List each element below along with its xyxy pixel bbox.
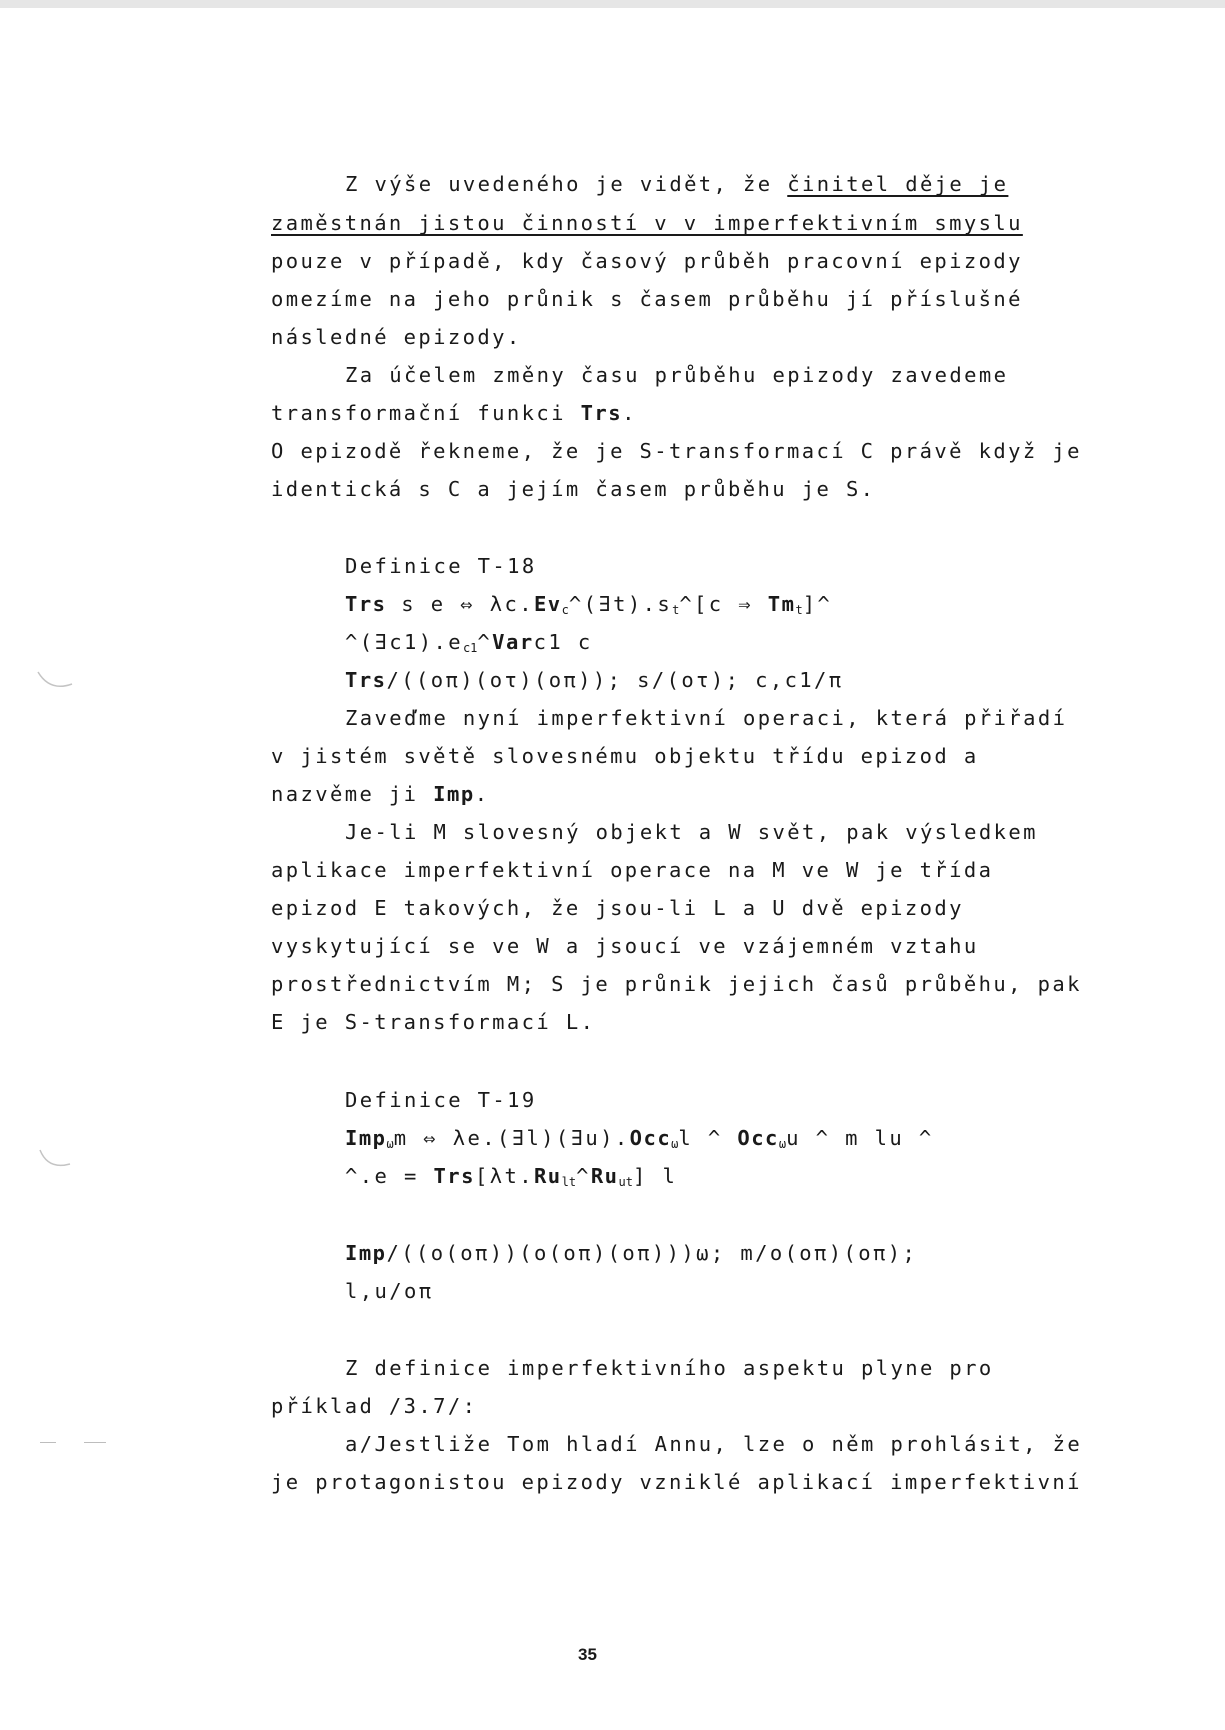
para6-line3: a/Jestliže Tom hladí Annu, lze o něm prohlásit, že: [345, 1432, 1083, 1456]
definition-t19-formula2: [345, 1163, 677, 1195]
definition-t18-formula2: [345, 629, 593, 661]
scan-mark-icon: [40, 1442, 56, 1443]
scan-mark-icon: [30, 1140, 80, 1190]
para4-line3: [271, 781, 489, 807]
subscript: ω: [778, 1137, 787, 1151]
subscript: c1: [462, 641, 478, 655]
definition-t19-types2: l,u/oπ: [345, 1279, 434, 1303]
bold-term: Trs: [433, 1164, 475, 1188]
para1-line1: [345, 171, 1008, 197]
para5-line4: vyskytující se ve W a jsoucí ve vzájemném vztahu: [271, 934, 979, 958]
text: .: [474, 782, 490, 806]
text: l ^: [678, 1126, 738, 1150]
para2-line1: Za účelem změny času průběhu epizody zavedeme: [345, 363, 1009, 387]
bold-term: Trs: [345, 592, 387, 616]
definition-t18-formula1: [345, 591, 832, 623]
scan-mark-icon: [84, 1442, 106, 1443]
text: m ⇔ λe.(∃l)(∃u).: [393, 1126, 630, 1150]
text: ^.e =: [345, 1164, 434, 1188]
subscript: t: [795, 603, 803, 617]
para2-line2: [271, 400, 637, 426]
subscript: ω: [671, 1137, 679, 1151]
text: ^: [576, 1164, 591, 1188]
para1-line2: zaměstnán jistou činností v v imperfektivním smyslu: [271, 211, 1023, 235]
text: s e ⇔ λc.: [386, 592, 534, 616]
bold-term: Var: [492, 630, 534, 654]
bold-term: Occ: [737, 1126, 779, 1150]
para6-line4: je protagonistou epizody vzniklé aplikací imperfektivní: [271, 1470, 1082, 1494]
text: transformační funkci: [271, 401, 581, 425]
text: /((o(oπ))(o(oπ)(oπ)))ω; m/o(oπ)(oπ);: [386, 1241, 918, 1265]
bold-term: Imp: [345, 1126, 387, 1150]
bold-term: Tm: [767, 592, 796, 616]
para6-line1: Z definice imperfektivního aspektu plyne pro: [345, 1356, 994, 1380]
text: .: [622, 401, 637, 425]
para6-line2: příklad /3.7/:: [271, 1394, 478, 1418]
text: ^(∃c1).e: [345, 630, 463, 654]
text: [λt.: [474, 1164, 534, 1188]
para1-line4: omezíme na jeho průnik s časem průběhu jí příslušné: [271, 287, 1023, 311]
bold-term: Trs: [345, 668, 387, 692]
bold-term: Ru: [590, 1164, 619, 1188]
definition-t19-title: Definice T-19: [345, 1088, 537, 1112]
para5-line6: E je S-transformací L.: [271, 1010, 596, 1034]
para4-line1: Zaveďme nyní imperfektivní operaci, která přiřadí: [345, 706, 1068, 730]
definition-t19-types: [345, 1240, 917, 1266]
para5-line2: aplikace imperfektivní operace na M ve W je třída: [271, 858, 994, 882]
subscript: t: [672, 603, 680, 617]
text: ]^: [802, 592, 833, 616]
para1-line3: pouze v případě, kdy časový průběh pracovní epizody: [271, 249, 1023, 273]
subscript: ut: [618, 1175, 633, 1189]
text: ] l: [632, 1164, 678, 1188]
bold-term: Imp: [345, 1241, 387, 1265]
text: ^: [477, 630, 493, 654]
para4-line2: v jistém světě slovesnému objektu třídu epizod a: [271, 744, 979, 768]
text: u ^ m lu ^: [786, 1126, 934, 1150]
subscript: c: [561, 603, 569, 617]
bold-term: Occ: [629, 1126, 672, 1150]
para5-line3: epizod E takových, že jsou-li L a U dvě epizody: [271, 896, 964, 920]
para3-line1: O epizodě řekneme, že je S-transformací C právě když je: [271, 439, 1082, 463]
subscript: lt: [561, 1175, 577, 1189]
para5-line1: Je-li M slovesný objekt a W svět, pak výsledkem: [345, 820, 1038, 844]
bold-term: Ru: [533, 1164, 562, 1188]
page-number: 35: [578, 1645, 597, 1664]
para3-line2: identická s C a jejím časem průběhu je S.: [271, 477, 876, 501]
scan-edge: [0, 0, 1225, 8]
text: /((oπ)(oτ)(oπ)); s/(oτ); c,c1/π: [386, 668, 844, 692]
definition-t19-formula1: [345, 1125, 934, 1157]
bold-term: Ev: [533, 592, 562, 616]
definition-t18-types: [345, 667, 844, 693]
underlined-text: činitel děje je: [787, 172, 1009, 196]
text: c1 c: [533, 630, 593, 654]
subscript: ω: [386, 1137, 394, 1151]
text: nazvěme ji: [271, 782, 434, 806]
definition-t18-title: Definice T-18: [345, 554, 537, 578]
bold-term: Imp: [433, 782, 475, 806]
text: ^(∃t).s: [568, 592, 673, 616]
text: ^[c ⇒: [679, 592, 768, 616]
bold-term: Trs: [580, 401, 623, 425]
para1-line5: následné epizody.: [271, 325, 522, 349]
para5-line5: prostřednictvím M; S je průnik jejich časů průběhu, pak: [271, 972, 1082, 996]
scan-mark-icon: [30, 660, 80, 710]
text: Z výše uvedeného je vidět, že: [345, 172, 788, 196]
